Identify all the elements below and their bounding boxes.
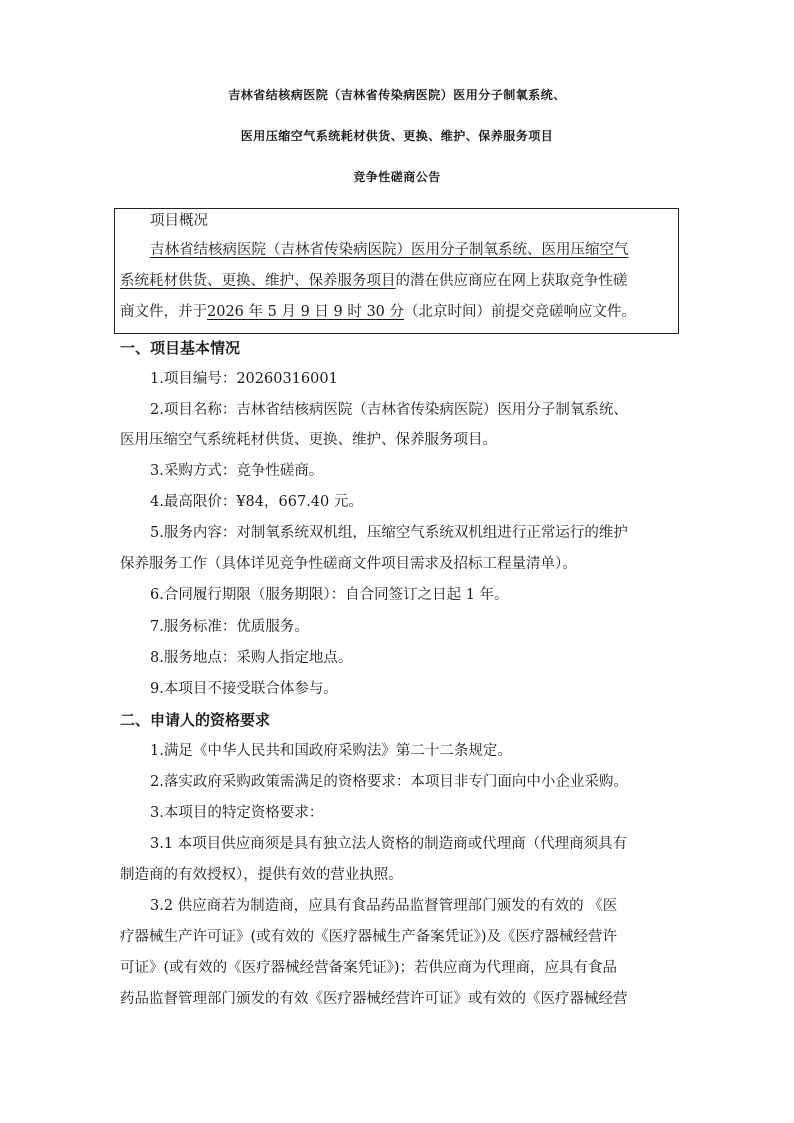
section-2-item-2: 2.落实政府采购政策需满足的资格要求：本项目非专门面向中小企业采购。 [150, 774, 628, 790]
title-line-1: 吉林省结核病医院（吉林省传染病医院）医用分子制氧系统、 [228, 88, 566, 102]
overview-line-3 [120, 302, 636, 322]
title-line-3: 竞争性磋商公告 [353, 170, 441, 184]
overview-line-3-rest: （北京时间）前提交竞磋响应文件。 [404, 304, 637, 320]
section-2-item-3-2a: 3.2 供应商若为制造商，应具有食品药品监督管理部门颁发的有效的 《医 [150, 898, 618, 914]
section-1-item-6: 6.合同履行期限（服务期限）：自合同签订之日起 1 年。 [150, 587, 509, 603]
overview-deadline-date: 2026 年 5 月 9 日 9 时 30 分 [207, 304, 405, 320]
section-1-item-5b: 保养服务工作（具体详见竞争性磋商文件项目需求及招标工程量清单）。 [120, 556, 577, 572]
section-1-item-3: 3.采购方式：竞争性磋商。 [150, 463, 324, 479]
section-2-item-3-1a: 3.1 本项目供应商须是具有独立法人资格的制造商或代理商（代理商须具有 [150, 836, 628, 852]
section-2-item-3-1b: 制造商的有效授权），提供有效的营业执照。 [120, 867, 403, 883]
overview-project-name-underlined: 系统耗材供货、更换、维护、保养服务项目 [120, 273, 396, 289]
overview-line-3-start: 商文件，并于 [120, 304, 207, 320]
section-2-item-3: 3.本项目的特定资格要求： [150, 805, 324, 821]
overview-line-1: 吉林省结核病医院（吉林省传染病医院）医用分子制氧系统、医用压缩空气 [150, 242, 629, 258]
section-1-item-8: 8.服务地点：采购人指定地点。 [150, 650, 353, 666]
section-1-item-1: 1.项目编号：20260316001 [150, 371, 338, 387]
section-2-item-3-2b: 疗器械生产许可证》(或有效的《医疗器械生产备案凭证》)及《医疗器械经营许 [120, 929, 618, 945]
section-1-item-7: 7.服务标准：优质服务。 [150, 619, 309, 635]
overview-line-2 [120, 271, 628, 291]
overview-heading: 项目概况 [150, 213, 208, 229]
section-2-item-3-2c: 可证》(或有效的《医疗器械经营备案凭证》)；若供应商为代理商，应具有食品 [120, 960, 618, 976]
overview-line-2-rest: 的潜在供应商应在网上获取竞争性磋 [395, 273, 628, 289]
section-2-item-1: 1.满足《中华人民共和国政府采购法》第二十二条规定。 [150, 743, 512, 759]
section-1-item-4: 4.最高限价：¥84，667.40 元。 [150, 494, 363, 510]
section-2-item-3-2d: 药品监督管理部门颁发的有效《医疗器械经营许可证》或有效的《医疗器械经营 [120, 991, 628, 1007]
title-line-2: 医用压缩空气系统耗材供货、更换、维护、保养服务项目 [240, 129, 554, 143]
section-1-item-5a: 5.服务内容：对制氧系统双机组，压缩空气系统双机组进行正常运行的维护 [150, 525, 628, 541]
section-1-item-2b: 医用压缩空气系统耗材供货、更换、维护、保养服务项目。 [120, 432, 497, 448]
section-1-item-9: 9.本项目不接受联合体参与。 [150, 681, 338, 697]
section-1-item-2a: 2.项目名称：吉林省结核病医院（吉林省传染病医院）医用分子制氧系统、 [150, 402, 628, 418]
section-1-heading: 一、项目基本情况 [120, 339, 241, 357]
section-2-heading: 二、申请人的资格要求 [120, 711, 271, 729]
